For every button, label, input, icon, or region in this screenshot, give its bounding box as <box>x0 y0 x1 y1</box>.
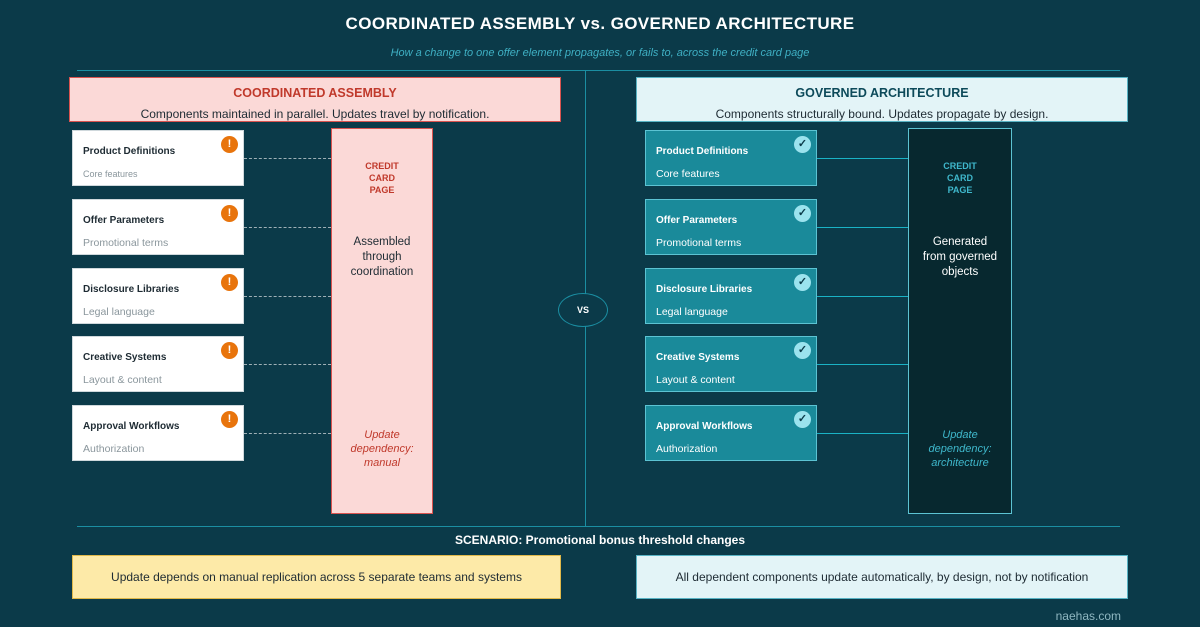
check-icon: ✓ <box>794 136 811 153</box>
governed-connector <box>817 227 908 228</box>
component-title: Disclosure Libraries <box>656 284 753 295</box>
component-title: Product Definitions <box>656 146 749 157</box>
top-divider <box>77 70 1120 71</box>
coordinated-component-approval-workflows <box>72 405 244 461</box>
governed-connector <box>817 158 908 159</box>
page-box-title: CREDIT CARD PAGE <box>365 161 399 195</box>
page-box-dependency: Update dependency: architecture <box>928 429 992 469</box>
coordinated-heading: COORDINATED ASSEMBLY <box>233 86 397 100</box>
manual-connector <box>244 227 331 228</box>
governed-description: Components structurally bound. Updates propagate by design. <box>715 107 1049 121</box>
governed-connector <box>817 364 908 365</box>
governed-component-disclosure-libraries <box>645 268 817 324</box>
exclamation-icon: ! <box>221 342 238 359</box>
manual-connector <box>244 364 331 365</box>
page-subtitle: How a change to one offer element propagates, or fails to, across the credit card page <box>390 47 810 59</box>
check-icon: ✓ <box>794 205 811 222</box>
check-icon: ✓ <box>794 274 811 291</box>
page-title: COORDINATED ASSEMBLY vs. GOVERNED ARCHITECTURE <box>345 14 855 33</box>
exclamation-icon: ! <box>221 136 238 153</box>
component-title: Disclosure Libraries <box>83 284 180 295</box>
check-icon: ✓ <box>794 342 811 359</box>
governed-connector <box>817 433 908 434</box>
component-title: Approval Workflows <box>83 421 180 432</box>
page-box-body: Generated from governed objects <box>922 236 998 278</box>
vs-badge: VS <box>558 293 608 327</box>
page-box-dependency: Update dependency: manual <box>350 429 414 469</box>
exclamation-icon: ! <box>221 274 238 291</box>
coordinated-outcome: Update depends on manual replication across 5 separate teams and systems <box>72 555 561 599</box>
scenario-label: SCENARIO: Promotional bonus threshold changes <box>454 533 746 547</box>
component-subtitle: Legal language <box>83 306 155 318</box>
component-subtitle: Layout & content <box>656 374 735 386</box>
coordinated-component-product-definitions <box>72 130 244 186</box>
coordinated-header <box>69 77 561 122</box>
component-subtitle: Promotional terms <box>656 237 742 249</box>
bottom-divider <box>77 526 1120 527</box>
page-box-body: Assembled through coordination <box>350 236 414 278</box>
governed-component-offer-parameters <box>645 199 817 255</box>
governed-component-approval-workflows <box>645 405 817 461</box>
component-subtitle: Promotional terms <box>83 237 169 249</box>
component-subtitle: Core features <box>83 169 138 179</box>
component-subtitle: Authorization <box>83 443 145 455</box>
exclamation-icon: ! <box>221 205 238 222</box>
brand-label: naehas.com <box>1055 609 1121 623</box>
manual-connector <box>244 296 331 297</box>
coordinated-credit-card-page <box>331 128 433 514</box>
manual-connector <box>244 433 331 434</box>
component-title: Approval Workflows <box>656 421 753 432</box>
coordinated-component-offer-parameters <box>72 199 244 255</box>
governed-credit-card-page <box>908 128 1012 514</box>
check-icon: ✓ <box>794 411 811 428</box>
component-title: Creative Systems <box>656 352 740 363</box>
component-subtitle: Layout & content <box>83 374 162 386</box>
component-subtitle: Legal language <box>656 306 728 318</box>
governed-component-creative-systems <box>645 336 817 392</box>
manual-connector <box>244 158 331 159</box>
governed-component-product-definitions <box>645 130 817 186</box>
coordinated-description: Components maintained in parallel. Updates travel by notification. <box>140 107 490 121</box>
component-subtitle: Core features <box>656 168 720 180</box>
coordinated-component-creative-systems <box>72 336 244 392</box>
governed-heading: GOVERNED ARCHITECTURE <box>795 86 969 100</box>
exclamation-icon: ! <box>221 411 238 428</box>
component-title: Offer Parameters <box>83 215 165 226</box>
governed-connector <box>817 296 908 297</box>
governed-outcome: All dependent components update automatically, by design, not by notification <box>636 555 1128 599</box>
page-box-title: CREDIT CARD PAGE <box>943 161 977 195</box>
governed-header <box>636 77 1128 122</box>
component-title: Creative Systems <box>83 352 167 363</box>
component-title: Offer Parameters <box>656 215 738 226</box>
component-title: Product Definitions <box>83 146 176 157</box>
coordinated-component-disclosure-libraries <box>72 268 244 324</box>
component-subtitle: Authorization <box>656 443 718 455</box>
